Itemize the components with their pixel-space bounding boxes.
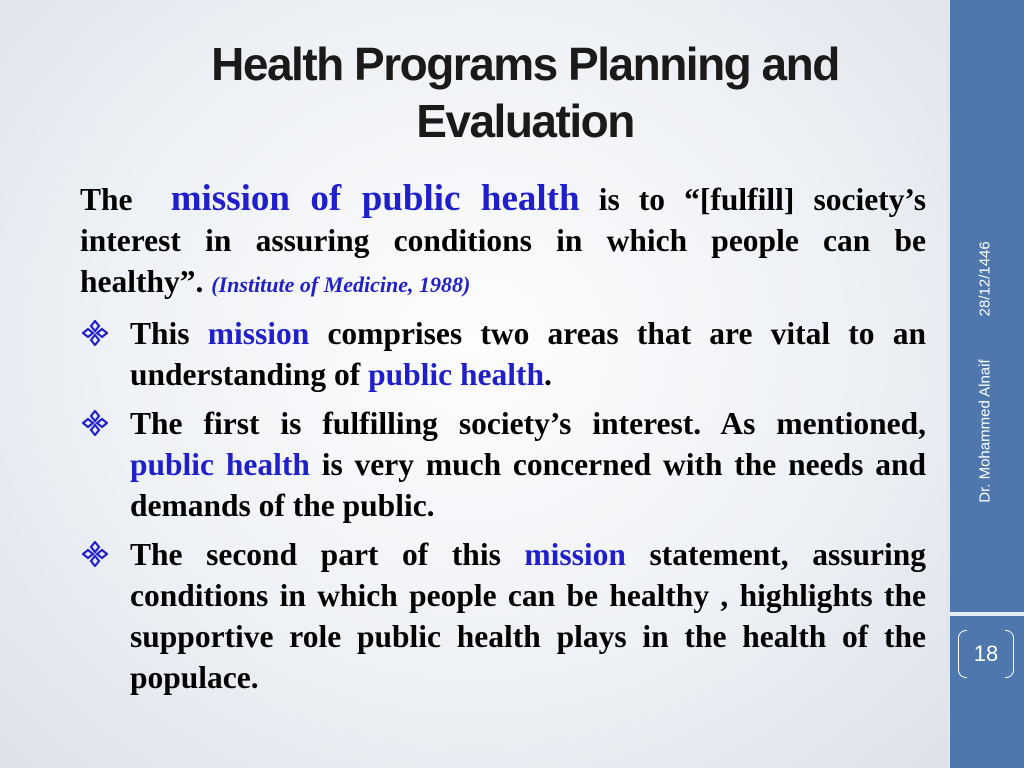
bullet-1-text-1: This <box>130 316 208 351</box>
slide-body <box>80 178 926 698</box>
sidebar-footer-text <box>977 241 994 502</box>
bullet-1-text-3: . <box>544 357 552 392</box>
four-diamond-bullet-icon <box>82 320 108 346</box>
slide-title <box>120 36 930 150</box>
page-number-value: 18 <box>973 641 999 666</box>
title-line-2: Evaluation <box>416 95 634 147</box>
bullet-2-text-1: The first is fulfilling society’s interest. As mentioned, <box>130 406 926 441</box>
sidebar-band <box>950 612 1024 616</box>
bullet-2-highlight-1: public health <box>130 447 310 482</box>
intro-the: The <box>80 182 133 217</box>
four-diamond-bullet-icon <box>82 541 108 567</box>
bullet-item-3 <box>80 534 926 698</box>
page-number <box>958 630 1014 678</box>
bullet-2-text-2: is very much concerned with the needs and demands of the public. <box>130 447 926 523</box>
bullet-3-text-1: The second part of this <box>130 537 525 572</box>
slide-date: 28/12/1446 <box>976 241 994 317</box>
bullet-1-highlight-1: mission <box>207 316 310 351</box>
intro-mission-phrase: mission of public health <box>170 178 580 219</box>
title-line-1: Health Programs Planning and <box>211 38 839 90</box>
intro-rest: is to “[fulfill] society’s interest in assuring conditions in which people can be healthy”. <box>80 182 926 299</box>
sidebar-divider <box>947 0 950 768</box>
bullet-item-2 <box>80 403 926 526</box>
bullet-item-1 <box>80 313 926 395</box>
four-diamond-bullet-icon <box>82 410 108 436</box>
intro-citation: (Institute of Medicine, 1988) <box>211 272 471 297</box>
bullet-1-text-2: comprises two areas that are vital to an understanding of <box>130 316 926 392</box>
bullet-1-highlight-2: public health <box>368 357 545 392</box>
bullet-3-text-2: statement, assuring conditions in which people can be healthy , highlights the supportive role public health plays in the health of the populace. <box>130 537 926 695</box>
author-name: Dr. Mohammed Alnaif <box>976 359 994 503</box>
intro-paragraph <box>80 178 926 305</box>
bullet-3-highlight-1: mission <box>524 537 626 572</box>
